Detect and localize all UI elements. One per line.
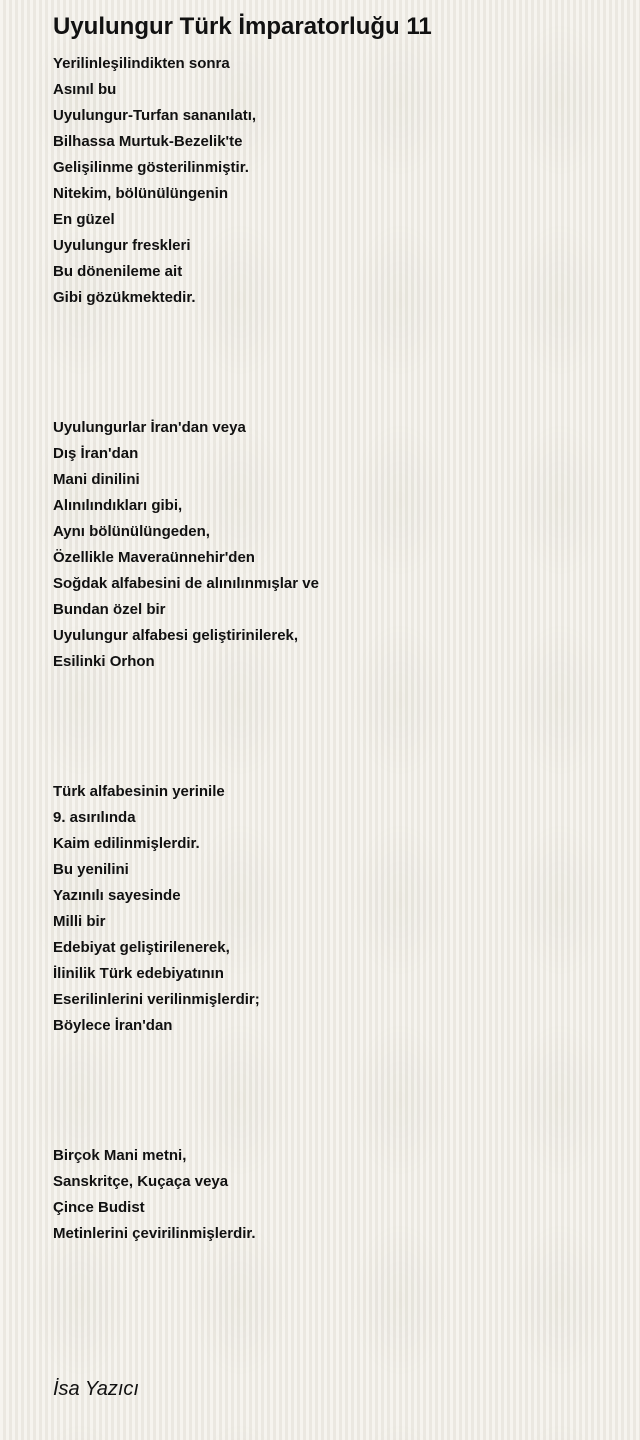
poem-line: Çince Budist — [53, 1199, 145, 1216]
poem-title: Uyulungur Türk İmparatorluğu 11 — [53, 13, 432, 40]
poem-container — [53, 0, 613, 1247]
poem-line: Gibi gözükmektedir. — [53, 289, 196, 306]
poem-line: Metinlerini çevirilinmişlerdir. — [53, 1225, 256, 1242]
poem-line: Eserilinlerini verilinmişlerdir; — [53, 991, 260, 1008]
poem-line: Milli bir — [53, 913, 106, 930]
poem-line: Bu yenilini — [53, 861, 129, 878]
poem-line: Yerilinleşilindikten sonra — [53, 55, 230, 72]
poem-line: Türk alfabesinin yerinile — [53, 783, 225, 800]
poem-line: Uyulungur alfabesi geliştirinilerek, — [53, 627, 299, 644]
poem-line: Aynı bölünülüngeden, — [53, 523, 210, 540]
poem-line: En güzel — [53, 211, 115, 228]
poem-line: Sanskritçe, Kuçaça veya — [53, 1173, 229, 1190]
poem-line: Alınılındıkları gibi, — [53, 497, 183, 514]
poem-line: Uyulungurlar İran'dan veya — [53, 419, 246, 436]
poem-line: Esilinki Orhon — [53, 653, 155, 670]
poem-line: Yazınılı sayesinde — [53, 887, 181, 904]
poem-line: Bilhassa Murtuk-Bezelik'te — [53, 133, 243, 150]
stanza-3 — [53, 779, 613, 1039]
stanza-1 — [53, 51, 613, 311]
poem-line: Soğdak alfabesini de alınılınmışlar ve — [53, 575, 319, 592]
poem-line: Uyulungur freskleri — [53, 237, 191, 254]
poem-line: Edebiyat geliştirilenerek, — [53, 939, 230, 956]
stanza-4 — [53, 1143, 613, 1247]
poem-line: Mani dinilini — [53, 471, 140, 488]
poem-line: Kaim edilinmişlerdir. — [53, 835, 200, 852]
poem-line: Asınıl bu — [53, 81, 117, 98]
poem-line: İlinilik Türk edebiyatının — [53, 965, 224, 982]
poem-line: Gelişilinme gösterilinmiştir. — [53, 159, 249, 176]
poem-line: Uyulungur-Turfan sananılatı, — [53, 107, 257, 124]
poem-line: Dış İran'dan — [53, 445, 139, 462]
poem-line: Özellikle Maveraünnehir'den — [53, 549, 255, 566]
poem-line: Bundan özel bir — [53, 601, 166, 618]
poem-line: 9. asırılında — [53, 809, 136, 826]
poem-line: Böylece İran'dan — [53, 1017, 173, 1034]
stanza-2 — [53, 415, 613, 675]
poem-line: Bu dönenileme ait — [53, 263, 183, 280]
poem-line: Nitekim, bölünülüngenin — [53, 185, 228, 202]
poem-author: İsa Yazıcı — [53, 1378, 139, 1400]
poem-line: Birçok Mani metni, — [53, 1147, 187, 1164]
